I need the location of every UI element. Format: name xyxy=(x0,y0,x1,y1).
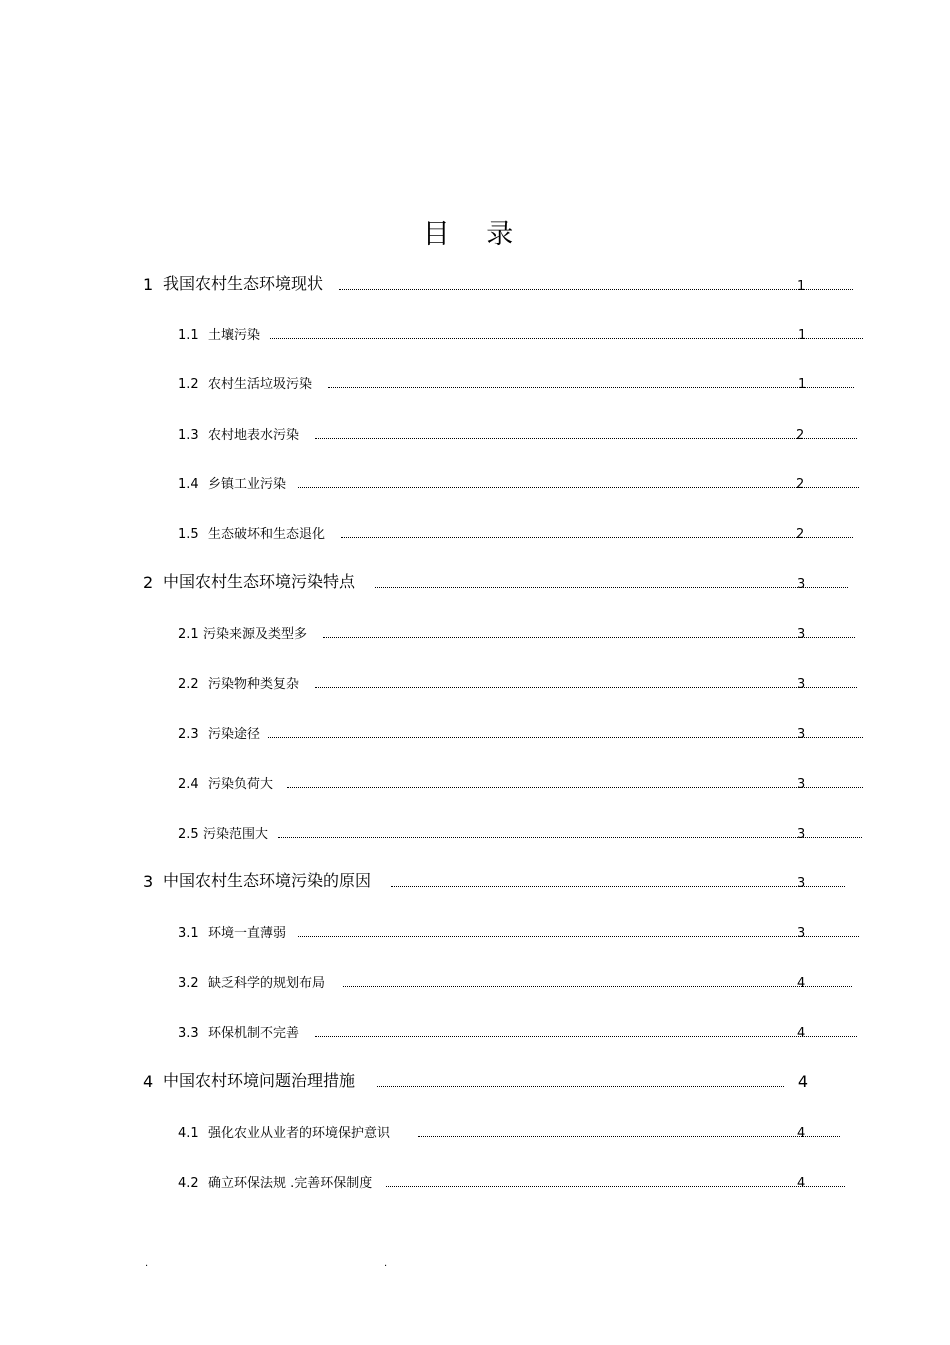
toc-entry-text: 污染来源及类型多 xyxy=(203,627,308,642)
toc-entry-1-3[interactable] xyxy=(178,421,857,443)
toc-leader-dots xyxy=(375,587,848,588)
toc-leader-dots xyxy=(391,886,845,887)
toc-entry-page: 3 xyxy=(797,876,806,891)
toc-entry-1-1[interactable] xyxy=(178,321,863,343)
toc-entry-number: 2 xyxy=(143,573,154,592)
toc-entry-2-3[interactable] xyxy=(178,720,863,742)
toc-entry-2-1[interactable] xyxy=(178,620,855,642)
toc-entry-3[interactable] xyxy=(143,869,845,891)
toc-leader-dots xyxy=(377,1086,784,1087)
toc-entry-4-1[interactable] xyxy=(178,1119,840,1141)
toc-entry-text: 强化农业从业者的环境保护意识 xyxy=(208,1126,391,1141)
toc-leader-dots xyxy=(341,537,853,538)
toc-entry-1-4[interactable] xyxy=(178,470,859,492)
toc-entry-text: 中国农村环境问题治理措施 xyxy=(163,1071,356,1090)
toc-leader-dots xyxy=(278,837,862,838)
toc-entry-page: 1 xyxy=(798,377,807,392)
toc-entry-page: 4 xyxy=(797,1176,806,1191)
toc-leader-dots xyxy=(328,387,854,388)
toc-leader-dots xyxy=(343,986,852,987)
toc-entry-number: 1.1 xyxy=(178,328,199,343)
toc-entry-number: 4.2 xyxy=(178,1176,199,1191)
toc-leader-dots xyxy=(298,487,859,488)
toc-entry-1-2[interactable] xyxy=(178,370,854,392)
toc-entry-text: 生态破坏和生态退化 xyxy=(208,527,326,542)
toc-entry-1[interactable] xyxy=(143,272,853,294)
toc-entry-number: 3.2 xyxy=(178,976,199,991)
toc-entry-number: 2.2 xyxy=(178,677,199,692)
toc-entry-page: 4 xyxy=(797,1072,808,1091)
toc-entry-page: 1 xyxy=(798,328,807,343)
footer-mark-right: . xyxy=(384,1258,388,1269)
toc-leader-dots xyxy=(418,1136,840,1137)
toc-entry-number: 4.1 xyxy=(178,1126,199,1141)
toc-entry-2[interactable] xyxy=(143,570,848,592)
toc-leader-dots xyxy=(386,1186,845,1187)
toc-entry-number: 2.4 xyxy=(178,777,199,792)
toc-entry-page: 3 xyxy=(797,827,806,842)
toc-leader-dots xyxy=(270,338,863,339)
toc-entry-page: 3 xyxy=(797,777,806,792)
toc-leader-dots xyxy=(315,1036,857,1037)
toc-entry-page: 3 xyxy=(797,677,806,692)
toc-entry-number: 1.5 xyxy=(178,527,199,542)
toc-entry-text: 确立环保法规 .完善环保制度 xyxy=(208,1176,373,1191)
toc-entry-number: 3.1 xyxy=(178,926,199,941)
toc-entry-text: 污染负荷大 xyxy=(208,777,274,792)
toc-entry-2-4[interactable] xyxy=(178,770,863,792)
toc-entry-number: 2.3 xyxy=(178,727,199,742)
toc-entry-page: 4 xyxy=(797,976,806,991)
toc-entry-4[interactable] xyxy=(143,1069,808,1091)
footer-mark-left: . xyxy=(145,1258,149,1269)
toc-entry-2-5[interactable] xyxy=(178,820,862,842)
toc-entry-page: 3 xyxy=(797,577,806,592)
toc-entry-3-1[interactable] xyxy=(178,919,859,941)
toc-entry-page: 3 xyxy=(797,727,806,742)
toc-leader-dots xyxy=(315,687,857,688)
toc-entry-page: 3 xyxy=(797,627,806,642)
toc-entry-text: 中国农村生态环境污染的原因 xyxy=(163,871,372,890)
toc-entry-2-2[interactable] xyxy=(178,670,857,692)
toc-entry-text: 污染途径 xyxy=(208,727,261,742)
toc-entry-text: 污染范围大 xyxy=(203,827,269,842)
toc-entry-page: 2 xyxy=(796,527,805,542)
toc-entry-number: 4 xyxy=(143,1072,154,1091)
toc-entry-text: 土壤污染 xyxy=(208,328,261,343)
toc-entry-number: 2.5 xyxy=(178,827,199,842)
toc-entry-page: 1 xyxy=(797,279,806,294)
toc-entry-page: 2 xyxy=(796,477,805,492)
toc-entry-text: 环保机制不完善 xyxy=(208,1026,300,1041)
toc-entry-text: 环境一直薄弱 xyxy=(208,926,287,941)
toc-entry-3-2[interactable] xyxy=(178,969,852,991)
toc-entry-text: 我国农村生态环境现状 xyxy=(163,274,324,293)
toc-leader-dots xyxy=(339,289,853,290)
toc-leader-dots xyxy=(287,787,863,788)
toc-entry-3-3[interactable] xyxy=(178,1019,857,1041)
toc-entry-text: 中国农村生态环境污染特点 xyxy=(163,572,356,591)
toc-leader-dots xyxy=(298,936,859,937)
toc-leader-dots xyxy=(315,438,857,439)
toc-entry-number: 3 xyxy=(143,872,154,891)
toc-leader-dots xyxy=(268,737,863,738)
toc-entry-1-5[interactable] xyxy=(178,520,853,542)
toc-leader-dots xyxy=(323,637,855,638)
toc-entry-text: 农村地表水污染 xyxy=(208,428,300,443)
toc-entry-number: 1.2 xyxy=(178,377,199,392)
toc-entry-page: 4 xyxy=(797,1126,806,1141)
toc-entry-number: 3.3 xyxy=(178,1026,199,1041)
toc-entry-page: 3 xyxy=(797,926,806,941)
toc-entry-number: 1 xyxy=(143,275,154,294)
toc-entry-number: 1.4 xyxy=(178,477,199,492)
toc-title: 目 录 xyxy=(422,219,528,250)
toc-entry-text: 污染物种类复杂 xyxy=(208,677,300,692)
toc-entry-4-2[interactable] xyxy=(178,1169,845,1191)
toc-entry-page: 2 xyxy=(796,428,805,443)
toc-entry-text: 缺乏科学的规划布局 xyxy=(208,976,326,991)
toc-entry-text: 乡镇工业污染 xyxy=(208,477,287,492)
toc-entry-number: 2.1 xyxy=(178,627,199,642)
toc-entry-page: 4 xyxy=(797,1026,806,1041)
toc-entry-number: 1.3 xyxy=(178,428,199,443)
toc-entry-text: 农村生活垃圾污染 xyxy=(208,377,313,392)
